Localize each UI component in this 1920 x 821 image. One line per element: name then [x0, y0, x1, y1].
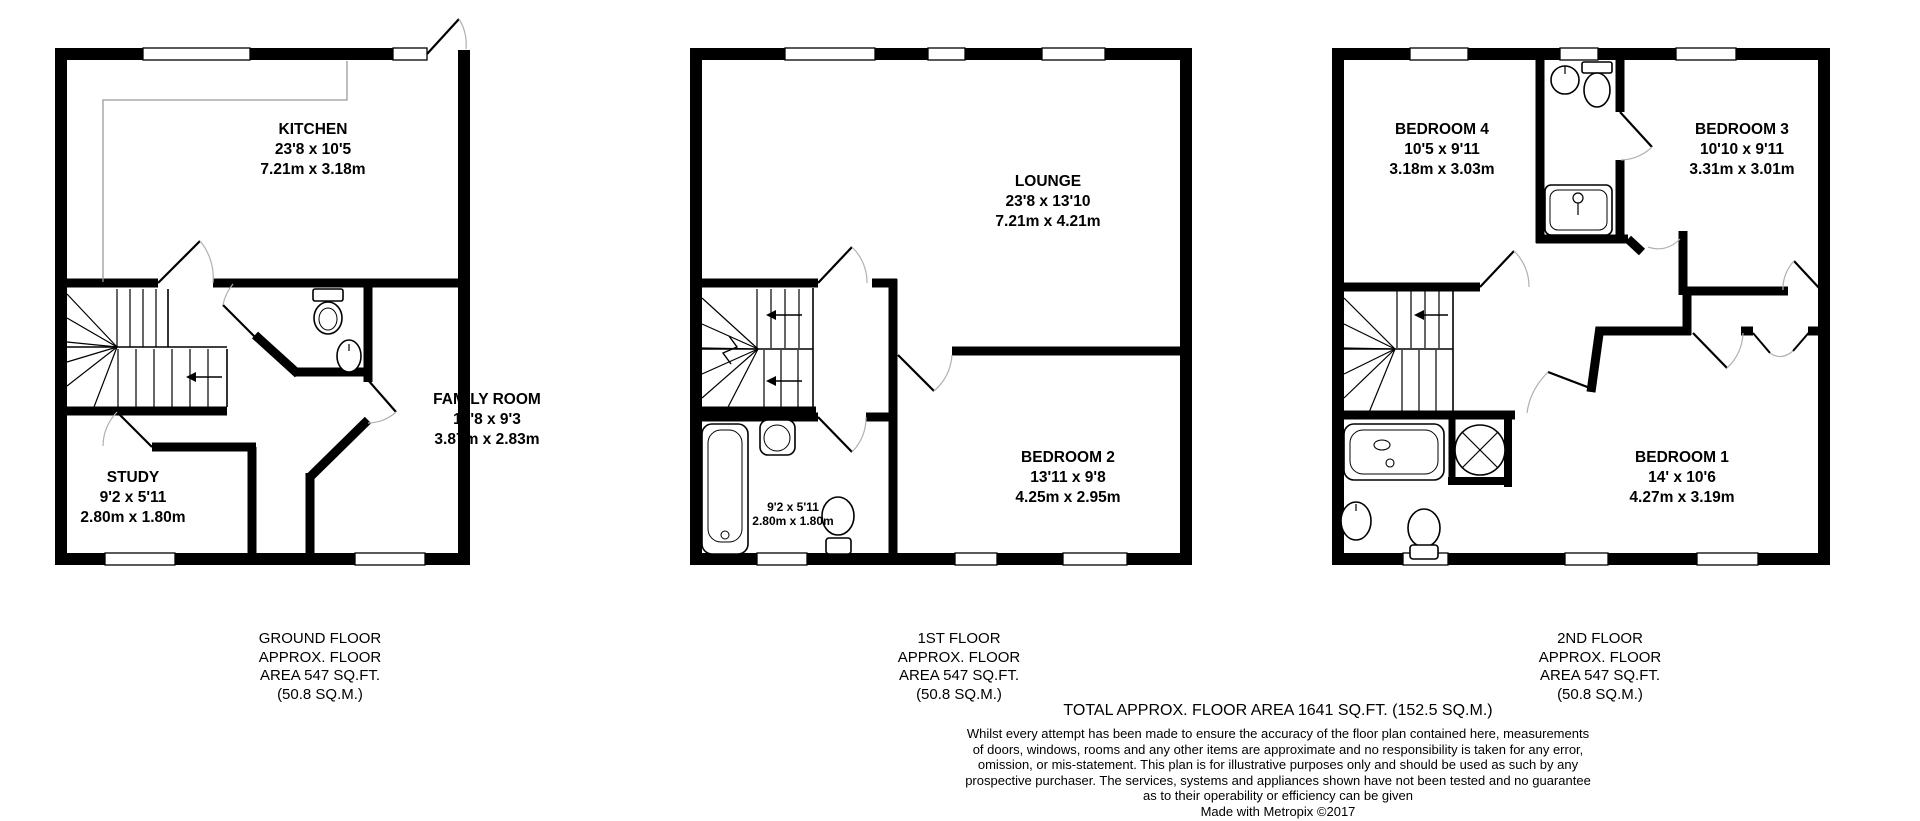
door-leaf [1794, 261, 1820, 289]
room-dims-imperial: 10'10 x 9'11 [1699, 141, 1785, 158]
window [1676, 48, 1736, 60]
room-dims-imperial: 23'8 x 13'10 [1005, 193, 1091, 210]
bath-icon [721, 531, 729, 539]
stairs-direction-arrow [186, 372, 196, 382]
room-dims-metric: 3.87m x 2.83m [434, 431, 540, 448]
caption-line: 1ST FLOOR [917, 630, 1001, 647]
door-leaf [1693, 333, 1727, 368]
stairs-icon [67, 289, 227, 407]
room-label-kitchen [260, 120, 365, 180]
room-label-bedroom-2 [1015, 448, 1120, 508]
room-dims-imperial: 14' x 10'6 [1648, 469, 1716, 486]
toilet-icon [1410, 545, 1438, 559]
shower-tray-icon [1573, 193, 1583, 203]
door-arc [1514, 251, 1529, 287]
toilet-icon [1582, 62, 1612, 73]
bathroom-fixtures [1341, 424, 1505, 559]
window [1063, 553, 1127, 565]
door-leaf [818, 417, 852, 452]
disclaimer-line: Whilst every attempt has been made to ensure the accuracy of the floor plan contained here, measurements [966, 726, 1590, 741]
room-label-bathroom [752, 500, 833, 528]
window [1565, 553, 1608, 565]
door-arc [1727, 333, 1743, 368]
caption-line: (50.8 SQ.M.) [1557, 685, 1643, 703]
window [1697, 553, 1758, 565]
window [757, 553, 807, 565]
room-dims-imperial: 9'2 x 5'11 [767, 500, 819, 514]
room-dims-metric: 7.21m x 3.18m [260, 161, 366, 178]
disclaimer-line: omission, or mis-statement. This plan is for illustrative purposes only and should be used as such by any [977, 757, 1579, 772]
door-arc [200, 241, 213, 283]
window [955, 553, 997, 565]
room-dims-metric: 7.21m x 4.21m [995, 213, 1101, 230]
toilet-icon [826, 538, 851, 554]
door-arc [103, 412, 117, 446]
disclaimer-line: of doors, windows, rooms and any other items are approximate and no responsibility is taken for any error, [972, 741, 1584, 757]
stairs-direction-arrow [766, 376, 776, 386]
room-dims-imperial: 23'8 x 10'5 [274, 141, 352, 158]
window [393, 48, 427, 60]
room-label-bedroom-1 [1629, 448, 1734, 508]
door-leaf [368, 380, 396, 412]
door-arc [1648, 239, 1680, 249]
disclaimer-line: prospective purchaser. The services, systems and appliances shown have not been tested and no guarantee [965, 772, 1591, 788]
toilet-icon [319, 308, 337, 330]
bath-icon [1374, 440, 1390, 450]
door-arc [852, 417, 866, 452]
door-arc [368, 412, 396, 423]
window [928, 48, 965, 60]
room-name: KITCHEN [278, 121, 348, 138]
room-dims-metric: 3.18m x 3.03m [1389, 161, 1495, 178]
window [143, 48, 250, 60]
room-name: BEDROOM 2 [1021, 449, 1115, 466]
caption-line: APPROX. FLOOR [258, 648, 382, 666]
door-leaf [158, 241, 200, 283]
door-leaf [898, 355, 934, 391]
door-leaf [818, 247, 852, 283]
door-leaf [1480, 251, 1514, 287]
door-arc [459, 19, 466, 49]
door-arc [1770, 351, 1793, 357]
window [1560, 48, 1598, 60]
caption-line: (50.8 SQ.M.) [916, 685, 1002, 703]
door-leaf [117, 412, 152, 447]
toilet-icon [1584, 73, 1610, 107]
room-name: BEDROOM 4 [1395, 121, 1489, 138]
toilet-icon [1408, 509, 1440, 547]
caption-line: 2ND FLOOR [1557, 630, 1643, 647]
caption-first-floor [898, 630, 1021, 704]
room-dims-imperial: 10'5 x 9'11 [1404, 141, 1480, 158]
room-dims-imperial: 9'2 x 5'11 [99, 489, 167, 506]
room-name: BEDROOM 3 [1695, 121, 1789, 138]
wc-fixtures [313, 289, 361, 372]
door-leaf [223, 305, 255, 337]
stairs-icon [696, 288, 813, 411]
total-area-line: TOTAL APPROX. FLOOR AREA 1641 SQ.FT. (152.5 SQ.M.) [1063, 702, 1493, 719]
caption-ground-floor [259, 630, 382, 704]
window [105, 553, 175, 565]
door-arc [934, 355, 952, 391]
room-name: BEDROOM 1 [1635, 449, 1729, 466]
door-arc [1783, 261, 1794, 290]
stairs-icon [1344, 288, 1453, 415]
room-name: STUDY [106, 469, 160, 486]
caption-line: APPROX. FLOOR [897, 648, 1021, 666]
door-leaf [427, 19, 459, 54]
room-label-study [80, 468, 185, 528]
room-dims-metric: 3.31m x 3.01m [1689, 161, 1795, 178]
closet-door-leaf [1753, 333, 1770, 353]
room-dims-imperial: 12'8 x 9'3 [453, 411, 521, 428]
room-dims-metric: 4.27m x 3.19m [1629, 489, 1735, 506]
room-label-bedroom-4 [1389, 120, 1494, 180]
caption-line: (50.8 SQ.M.) [277, 685, 363, 703]
sink-icon [764, 425, 790, 451]
stairs-direction-arrow [1414, 310, 1424, 320]
disclaimer-block [965, 726, 1591, 819]
bath-icon [1386, 459, 1394, 467]
room-dims-metric: 4.25m x 2.95m [1015, 489, 1121, 506]
door-arc [1621, 147, 1652, 160]
window [355, 553, 425, 565]
window [1410, 48, 1468, 60]
room-dims-imperial: 13'11 x 9'8 [1030, 469, 1106, 486]
door-arc [852, 247, 867, 283]
window [785, 48, 875, 60]
closet-door-leaf [1793, 329, 1812, 351]
door-arc [1527, 372, 1548, 413]
disclaimer-line: as to their operability or efficiency can be given [1142, 788, 1414, 803]
toilet-icon [313, 289, 343, 301]
doors [103, 19, 466, 447]
bathroom-fixtures [702, 420, 854, 554]
caption-line: AREA 547 SQ.FT. [1539, 667, 1661, 684]
room-name: FAMILY ROOM [433, 391, 541, 408]
ensuite-fixtures [1545, 62, 1612, 235]
caption-line: GROUND FLOOR [258, 630, 382, 647]
bath-icon [1350, 430, 1438, 474]
room-label-bedroom-3 [1689, 120, 1794, 180]
room-name: LOUNGE [1014, 173, 1082, 190]
room-label-lounge [995, 172, 1100, 232]
room-dims-metric: 2.80m x 1.80m [80, 509, 186, 526]
caption-line: AREA 547 SQ.FT. [259, 667, 381, 684]
credit-line: Made with Metropix ©2017 [1200, 803, 1356, 819]
door-leaf [1620, 112, 1652, 147]
caption-second-floor [1539, 630, 1662, 704]
window [1042, 48, 1105, 60]
bath-icon [708, 430, 742, 542]
door-leaf [1548, 372, 1590, 388]
caption-line: AREA 547 SQ.FT. [898, 667, 1020, 684]
room-dims-metric: 2.80m x 1.80m [752, 514, 834, 528]
caption-line: APPROX. FLOOR [1538, 648, 1662, 666]
room-label-family-room [433, 390, 541, 450]
